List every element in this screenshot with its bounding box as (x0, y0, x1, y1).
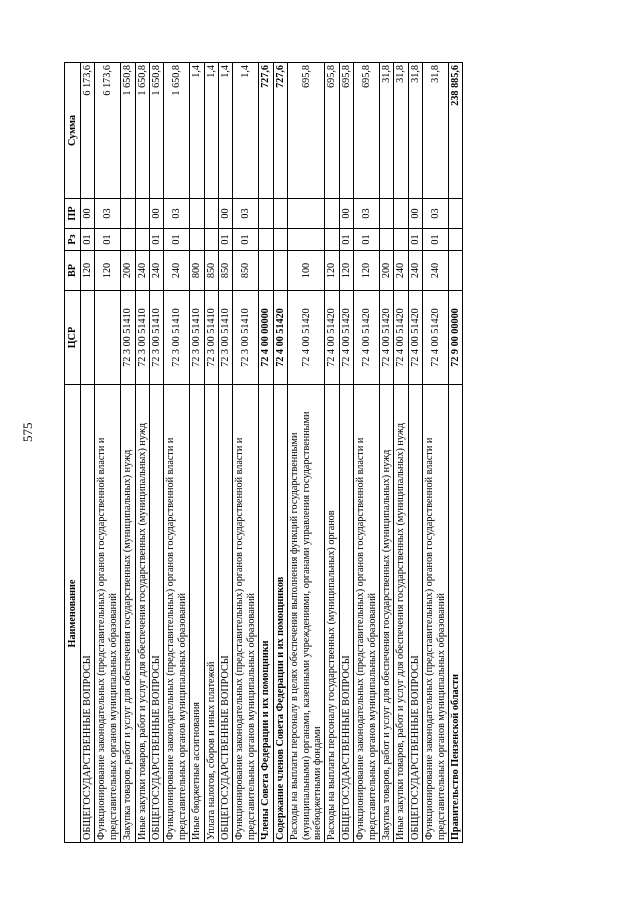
cell-rz: 01 (423, 229, 449, 251)
cell-sum: 31,8 (394, 63, 408, 199)
cell-sum: 238 885,6 (448, 63, 462, 199)
cell-pr (259, 199, 273, 229)
cell-pr: 00 (408, 199, 422, 229)
cell-rz (259, 229, 273, 251)
cell-csr: 72 4 00 51420 (273, 291, 287, 385)
table-row (233, 63, 259, 843)
cell-sum: 6 173,6 (81, 63, 95, 199)
table-body (81, 63, 463, 843)
cell-pr (379, 199, 393, 229)
cell-sum: 727,6 (273, 63, 287, 199)
table-row (379, 63, 393, 843)
cell-sum: 1,4 (233, 63, 259, 199)
cell-name: Члены Совета Федерации и их помощники (259, 385, 273, 843)
cell-vr: 120 (81, 251, 95, 291)
cell-csr: 72 3 00 51410 (150, 291, 164, 385)
cell-pr: 00 (219, 199, 233, 229)
table-row (121, 63, 135, 843)
cell-rz: 01 (339, 229, 353, 251)
cell-rz (121, 229, 135, 251)
cell-vr (448, 251, 462, 291)
cell-vr: 850 (219, 251, 233, 291)
table-row (423, 63, 449, 843)
cell-pr (273, 199, 287, 229)
cell-vr (259, 251, 273, 291)
table-row (164, 63, 190, 843)
cell-vr (273, 251, 287, 291)
page-number: 575 (20, 422, 35, 442)
cell-csr: 72 4 00 51420 (423, 291, 449, 385)
cell-name: Функционирование законодательных (представительных) органов государственной власти и представительных органов муниципальных образований (233, 385, 259, 843)
cell-rz (288, 229, 325, 251)
cell-csr: 72 4 00 51420 (408, 291, 422, 385)
cell-csr: 72 4 00 51420 (354, 291, 380, 385)
cell-rz: 01 (233, 229, 259, 251)
cell-rz (379, 229, 393, 251)
cell-name: ОБЩЕГОСУДАРСТВЕННЫЕ ВОПРОСЫ (339, 385, 353, 843)
table-header-row (65, 63, 81, 843)
cell-sum: 695,8 (339, 63, 353, 199)
cell-pr (448, 199, 462, 229)
table-row (273, 63, 287, 843)
cell-vr: 850 (204, 251, 218, 291)
cell-rz: 01 (219, 229, 233, 251)
cell-pr: 00 (150, 199, 164, 229)
header-name: Наименование (65, 385, 81, 843)
cell-rz: 01 (81, 229, 95, 251)
cell-rz: 01 (164, 229, 190, 251)
cell-sum: 695,8 (325, 63, 339, 199)
cell-rz (135, 229, 149, 251)
cell-name: Правительство Пензенской области (448, 385, 462, 843)
table-row (135, 63, 149, 843)
cell-vr: 240 (408, 251, 422, 291)
cell-rz: 01 (408, 229, 422, 251)
cell-vr: 120 (325, 251, 339, 291)
cell-sum: 695,8 (354, 63, 380, 199)
cell-pr: 00 (81, 199, 95, 229)
cell-csr: 72 3 00 51410 (164, 291, 190, 385)
cell-pr: 00 (339, 199, 353, 229)
cell-vr: 200 (121, 251, 135, 291)
cell-sum: 31,8 (423, 63, 449, 199)
table-row (288, 63, 325, 843)
cell-vr: 240 (150, 251, 164, 291)
budget-table-container (64, 63, 570, 843)
cell-rz: 01 (95, 229, 121, 251)
cell-csr (95, 291, 121, 385)
table-row (259, 63, 273, 843)
cell-pr: 03 (423, 199, 449, 229)
cell-name: ОБЩЕГОСУДАРСТВЕННЫЕ ВОПРОСЫ (408, 385, 422, 843)
cell-rz (204, 229, 218, 251)
cell-name: Иные закупки товаров, работ и услуг для обеспечения государственных (муниципальных) нужд (394, 385, 408, 843)
table-row (325, 63, 339, 843)
cell-name: Уплата налогов, сборов и иных платежей (204, 385, 218, 843)
table-row (150, 63, 164, 843)
cell-name: Иные бюджетные ассигнования (190, 385, 204, 843)
cell-vr: 120 (339, 251, 353, 291)
table-row (354, 63, 380, 843)
cell-name: Функционирование законодательных (представительных) органов государственной власти и представительных органов муниципальных образований (423, 385, 449, 843)
cell-vr: 240 (423, 251, 449, 291)
cell-name: Иные закупки товаров, работ и услуг для обеспечения государственных (муниципальных) нужд (135, 385, 149, 843)
cell-sum: 1 650,8 (121, 63, 135, 199)
cell-csr: 72 4 00 51420 (288, 291, 325, 385)
cell-sum: 695,8 (288, 63, 325, 199)
cell-rz (190, 229, 204, 251)
cell-name: Функционирование законодательных (представительных) органов государственной власти и представительных органов муниципальных образований (164, 385, 190, 843)
cell-sum: 1 650,8 (150, 63, 164, 199)
cell-name: ОБЩЕГОСУДАРСТВЕННЫЕ ВОПРОСЫ (150, 385, 164, 843)
cell-name: ОБЩЕГОСУДАРСТВЕННЫЕ ВОПРОСЫ (81, 385, 95, 843)
cell-name: Расходы на выплаты персоналу в целях обеспечения выполнения функций государственными (муниципальными) органами, казенными учреждениями, органами управления государственными внебюджетными фондами (288, 385, 325, 843)
table-row (190, 63, 204, 843)
cell-rz: 01 (354, 229, 380, 251)
cell-csr: 72 9 00 00000 (448, 291, 462, 385)
cell-vr: 850 (233, 251, 259, 291)
cell-sum: 1,4 (204, 63, 218, 199)
cell-csr (81, 291, 95, 385)
cell-vr: 200 (379, 251, 393, 291)
cell-rz (448, 229, 462, 251)
cell-csr: 72 3 00 51410 (204, 291, 218, 385)
cell-sum: 31,8 (408, 63, 422, 199)
cell-pr (325, 199, 339, 229)
cell-csr: 72 4 00 51420 (339, 291, 353, 385)
cell-sum: 31,8 (379, 63, 393, 199)
table-row (339, 63, 353, 843)
cell-vr: 240 (394, 251, 408, 291)
cell-name: Закупка товаров, работ и услуг для обеспечения государственных (муниципальных) нужд (379, 385, 393, 843)
cell-csr: 72 4 00 51420 (394, 291, 408, 385)
cell-pr: 03 (233, 199, 259, 229)
cell-name: Закупка товаров, работ и услуг для обеспечения государственных (муниципальных) нужд (121, 385, 135, 843)
header-rz: Рз (65, 229, 81, 251)
cell-sum: 727,6 (259, 63, 273, 199)
cell-csr: 72 3 00 51410 (121, 291, 135, 385)
cell-pr (288, 199, 325, 229)
cell-vr: 800 (190, 251, 204, 291)
table-row (81, 63, 95, 843)
cell-name: Функционирование законодательных (представительных) органов государственной власти и представительных органов муниципальных образований (95, 385, 121, 843)
header-pr: ПР (65, 199, 81, 229)
table-row (204, 63, 218, 843)
cell-csr: 72 3 00 51410 (135, 291, 149, 385)
cell-name: Содержание членов Совета Федерации и их помощников (273, 385, 287, 843)
cell-rz (394, 229, 408, 251)
table-row (219, 63, 233, 843)
cell-sum: 1 650,8 (164, 63, 190, 199)
cell-pr (190, 199, 204, 229)
cell-pr: 03 (95, 199, 121, 229)
cell-sum: 1,4 (219, 63, 233, 199)
cell-name: Функционирование законодательных (представительных) органов государственной власти и представительных органов муниципальных образований (354, 385, 380, 843)
header-sum: Сумма (65, 63, 81, 199)
cell-sum: 6 173,6 (95, 63, 121, 199)
table-row (394, 63, 408, 843)
cell-csr: 72 4 00 51420 (325, 291, 339, 385)
table-row (95, 63, 121, 843)
cell-vr: 120 (95, 251, 121, 291)
cell-vr: 100 (288, 251, 325, 291)
cell-sum: 1 650,8 (135, 63, 149, 199)
cell-vr: 240 (164, 251, 190, 291)
cell-pr (394, 199, 408, 229)
cell-rz: 01 (150, 229, 164, 251)
cell-vr: 120 (354, 251, 380, 291)
cell-pr (204, 199, 218, 229)
header-vr: ВР (65, 251, 81, 291)
cell-pr: 03 (164, 199, 190, 229)
cell-csr: 72 3 00 51410 (190, 291, 204, 385)
table-row (408, 63, 422, 843)
cell-csr: 72 4 00 51420 (379, 291, 393, 385)
cell-name: Расходы на выплаты персоналу государственных (муниципальных) органов (325, 385, 339, 843)
table-row (448, 63, 462, 843)
cell-csr: 72 3 00 51410 (219, 291, 233, 385)
header-csr: ЦСР (65, 291, 81, 385)
cell-csr: 72 4 00 00000 (259, 291, 273, 385)
cell-csr: 72 3 00 51410 (233, 291, 259, 385)
cell-pr: 03 (354, 199, 380, 229)
budget-table (64, 62, 463, 843)
cell-name: ОБЩЕГОСУДАРСТВЕННЫЕ ВОПРОСЫ (219, 385, 233, 843)
cell-vr: 240 (135, 251, 149, 291)
cell-pr (121, 199, 135, 229)
cell-rz (325, 229, 339, 251)
cell-rz (273, 229, 287, 251)
cell-sum: 1,4 (190, 63, 204, 199)
cell-pr (135, 199, 149, 229)
